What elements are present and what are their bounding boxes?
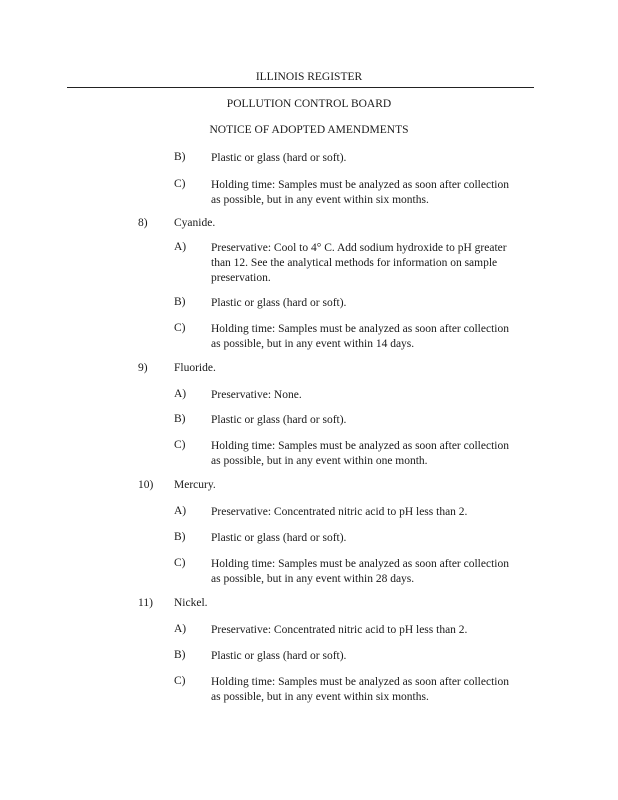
section-number: 11): [138, 597, 153, 609]
section-title: Mercury.: [174, 479, 216, 491]
register-title: ILLINOIS REGISTER: [255, 71, 363, 83]
item-label: A): [174, 241, 187, 253]
item-label: C): [174, 178, 186, 190]
notice-title: NOTICE OF ADOPTED AMENDMENTS: [209, 124, 409, 136]
board-name: POLLUTION CONTROL BOARD: [226, 98, 392, 110]
section-title: Fluoride.: [174, 362, 216, 374]
item-text: Holding time: Samples must be analyzed as soon after collection as possible, but in any event within 28 days.: [211, 558, 509, 585]
item-text: Preservative: Concentrated nitric acid to pH less than 2.: [211, 506, 468, 518]
item-label: B): [174, 151, 186, 163]
item-text: Preservative: Concentrated nitric acid to pH less than 2.: [211, 624, 468, 636]
section-number: 10): [138, 479, 154, 491]
item-text: Holding time: Samples must be analyzed as soon after collection as possible, but in any event within 14 days.: [211, 323, 509, 350]
item-text: Preservative: None.: [211, 389, 302, 401]
item-label: A): [174, 388, 187, 400]
section-number: 8): [138, 217, 148, 229]
item-text: Plastic or glass (hard or soft).: [211, 297, 347, 309]
item-label: C): [174, 675, 186, 687]
item-text: Preservative: Cool to 4° C. Add sodium hydroxide to pH greater than 12. See the analytical methods for information on sample preservation.: [211, 242, 507, 284]
item-label: B): [174, 413, 186, 425]
section-title: Cyanide.: [174, 217, 216, 229]
item-label: B): [174, 531, 186, 543]
item-text: Holding time: Samples must be analyzed as soon after collection as possible, but in any event within six months.: [211, 179, 509, 206]
item-label: A): [174, 623, 187, 635]
item-text: Plastic or glass (hard or soft).: [211, 650, 347, 662]
section-number: 9): [138, 362, 148, 374]
item-label: B): [174, 649, 186, 661]
header-rule: [67, 87, 534, 88]
item-text: Plastic or glass (hard or soft).: [211, 532, 347, 544]
section-title: Nickel.: [174, 597, 208, 609]
item-text: Holding time: Samples must be analyzed as soon after collection as possible, but in any event within six months.: [211, 676, 509, 703]
item-text: Holding time: Samples must be analyzed as soon after collection as possible, but in any event within one month.: [211, 440, 509, 467]
item-label: A): [174, 505, 187, 517]
item-label: B): [174, 296, 186, 308]
item-label: C): [174, 557, 186, 569]
item-label: C): [174, 322, 186, 334]
item-text: Plastic or glass (hard or soft).: [211, 152, 347, 164]
item-text: Plastic or glass (hard or soft).: [211, 414, 347, 426]
item-label: C): [174, 439, 186, 451]
